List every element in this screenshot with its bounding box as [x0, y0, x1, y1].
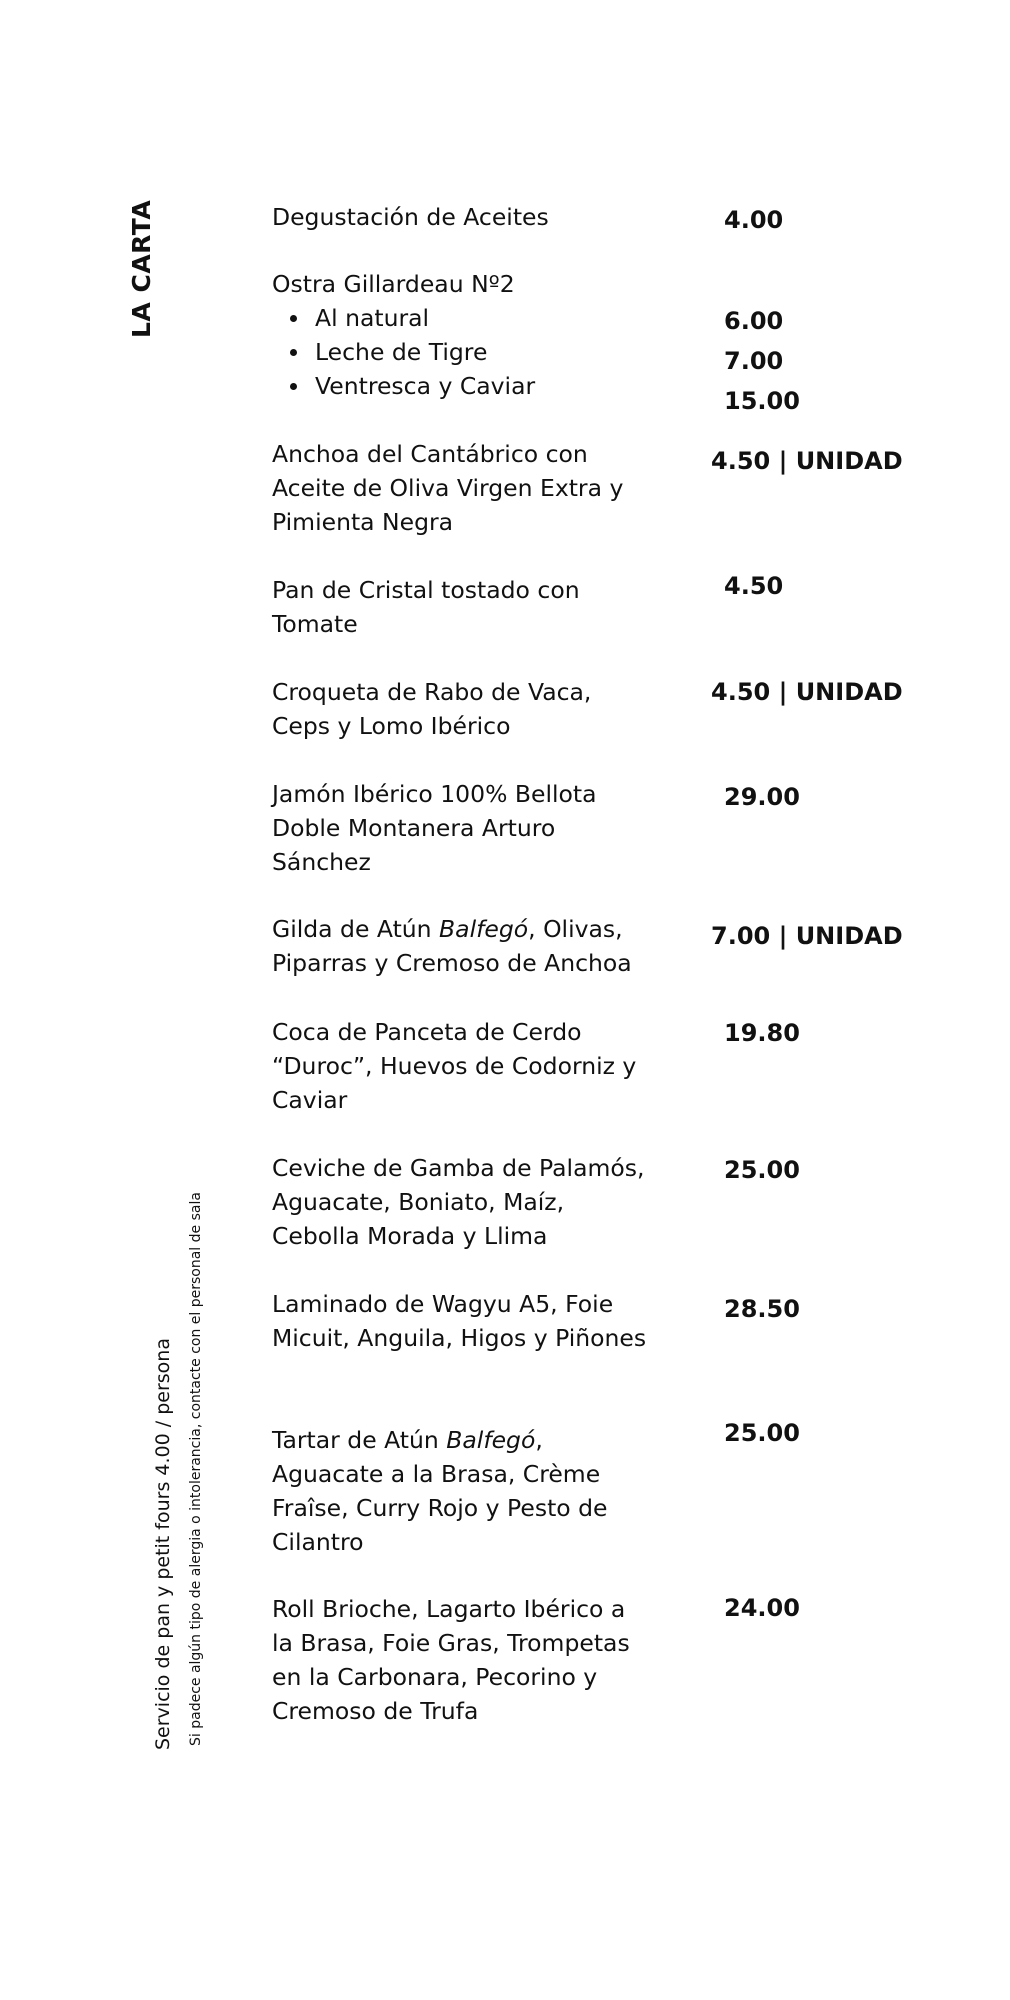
bread-service-note: Servicio de pan y petit fours 4.00 / persona — [152, 1338, 174, 1750]
menu-item-name-part: Tartar de Atún — [272, 1426, 447, 1454]
menu-option: Al natural — [272, 301, 652, 335]
menu-item — [272, 1287, 652, 1355]
menu-item-name: Degustación de Aceites — [272, 203, 549, 231]
menu-item — [272, 200, 652, 234]
menu-item — [272, 912, 652, 980]
side-notes — [150, 1140, 210, 1750]
menu-item — [272, 1015, 652, 1117]
menu-item — [272, 437, 652, 539]
menu-item-name: Ostra Gillardeau Nº2 — [272, 270, 515, 298]
menu-option-price: 15.00 — [724, 387, 800, 415]
menu-item-name: Laminado de Wagyu A5, Foie Micuit, Anguila, Higos y Piñones — [272, 1290, 647, 1352]
menu-item — [272, 267, 652, 403]
menu-option-price: 7.00 — [724, 347, 784, 375]
menu-item-price: 4.50 — [724, 572, 784, 600]
menu-item-name — [272, 912, 652, 980]
menu-item-name: Roll Brioche, Lagarto Ibérico a la Brasa, Foie Gras, Trompetas en la Carbonara, Pecorino y Cremoso de Trufa — [272, 1595, 630, 1725]
menu-item-name-part: , Aguacate a la Brasa, Crème Fraîse, Curry Rojo y Pesto de Cilantro — [272, 1426, 608, 1556]
menu-item-name: Jamón Ibérico 100% Bellota Doble Montanera Arturo Sánchez — [272, 780, 597, 876]
menu-item-price: 24.00 — [724, 1594, 800, 1622]
menu-item-price: 29.00 — [724, 783, 800, 811]
menu-item-name: Anchoa del Cantábrico con Aceite de Oliva Virgen Extra y Pimienta Negra — [272, 440, 624, 536]
menu-item-name-italic: Balfegó — [446, 1426, 536, 1454]
menu-item-name: Ceviche de Gamba de Palamós, Aguacate, Boniato, Maíz, Cebolla Morada y Llima — [272, 1154, 645, 1250]
menu-item — [272, 1151, 652, 1253]
menu-item-name: Pan de Cristal tostado con Tomate — [272, 576, 580, 638]
menu-item — [272, 573, 652, 641]
menu-item-price: 19.80 — [724, 1019, 800, 1047]
menu-item-price: 4.50 | UNIDAD — [711, 678, 903, 706]
menu-item-name-italic: Balfegó — [439, 915, 529, 943]
menu-item — [272, 1592, 652, 1728]
menu-title-container — [127, 199, 157, 338]
menu-item — [272, 675, 652, 743]
menu-option: Ventresca y Caviar — [272, 369, 652, 403]
menu-option: Leche de Tigre — [272, 335, 652, 369]
menu-item-price: 28.50 — [724, 1295, 800, 1323]
menu-item-name-part: , Olivas, Piparras y Cremoso de Anchoa — [272, 915, 632, 977]
menu-item-price: 4.50 | UNIDAD — [711, 447, 903, 475]
menu-title: LA CARTA — [127, 199, 156, 338]
menu-item-options — [272, 301, 652, 403]
menu-item-name: Croqueta de Rabo de Vaca, Ceps y Lomo Ibérico — [272, 678, 592, 740]
menu-item-price: 4.00 — [724, 206, 784, 234]
menu-item — [272, 777, 652, 879]
menu-item — [272, 1423, 652, 1559]
menu-item-name — [272, 1423, 652, 1559]
menu-item-name-part: Gilda de Atún — [272, 915, 440, 943]
menu-item-name: Coca de Panceta de Cerdo “Duroc”, Huevos de Codorniz y Caviar — [272, 1018, 637, 1114]
menu-item-price: 25.00 — [724, 1156, 800, 1184]
menu-item-price: 25.00 — [724, 1419, 800, 1447]
menu-option-price: 6.00 — [724, 307, 784, 335]
menu-item-price: 7.00 | UNIDAD — [711, 922, 903, 950]
allergy-note: Si padece algún tipo de alergia o intolerancia, contacte con el personal de sala — [188, 1192, 204, 1746]
